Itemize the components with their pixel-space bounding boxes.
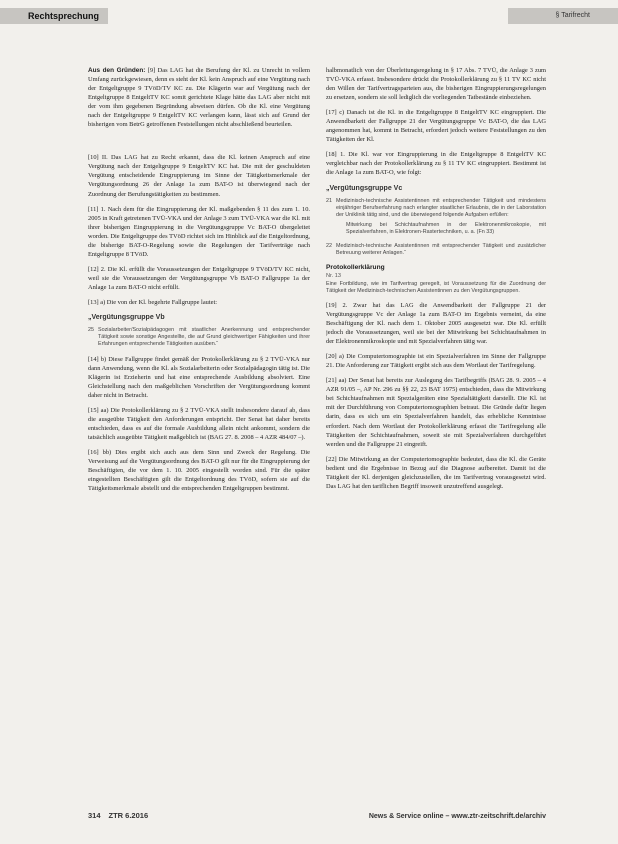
- paragraph-15: [15] aa) Die Protokollerklärung zu § 2 TVÜ-VKA stellt insbesondere darauf ab, dass die ausgeübte Tätigkeit den Anforderungen entspricht. Der Senat hat daher bereits entschieden, dass es auf die formale Ausbildung allein nicht ankommt, sondern die tatsächlich ausgeübte Tätigkeit maßgeblich ist (BAG 27. 8. 2008 – 4 AZR 484/07 –).: [88, 406, 310, 442]
- quoted-group-heading: „Vergütungsgruppe Vb: [88, 314, 165, 322]
- paragraph-text: [9] Das LAG hat die Berufung der Kl. zu Unrecht in vollem Umfang zurückgewiesen, denn es steht der Kl. kein Anspruch auf eine Vergütung nach der Entgeltgruppe 9 TVöD/TV KC zu. Die Klägerin war auf Vergütung nach der Entgeltgruppe 8 EntgeltTV KC somit gerichtete Klage hätte das LAG aber nicht mit der vom ihm gegebenen Begründung abweisen dürfen. Ob die Kl. eine Vergütung nach der Entgeltgruppe 9 EntgeltTV KC verlangen kann, lässt sich auf Grund der bisherigen vom BetrG getroffenen Feststellungen nicht abschließend beurteilen.: [88, 67, 310, 129]
- tariff-quote: [326, 198, 546, 237]
- paragraph-19: [19] 2. Zwar hat das LAG die Anwendbarkeit der Fallgruppe 21 der Vergütungsgruppe Vc der Anlage 1a zum BAT-O im Ergebnis verneint, da eine Beschäftigung der Kl. nach dem 1. Oktober 2005 ausgesetzt war. Die Kl. erfüllt jedoch die Voraussetzungen, weil sie bei der Mitwirkung bei Schichtaufnahmen in der Elektronenmikroskopie und mit Spezialverfahren tätig war.: [326, 301, 546, 346]
- quoted-group-heading: „Vergütungsgruppe Vc: [326, 184, 403, 192]
- page-footer-right: News & Service online – www.ztr-zeitschrift.de/archiv: [368, 813, 546, 820]
- paragraph-9: [88, 66, 310, 129]
- journal-issue: ZTR 6.2016: [108, 811, 149, 820]
- quote-marker: 22: [326, 242, 332, 249]
- right-column: [326, 66, 546, 806]
- tariff-quote: [88, 327, 310, 349]
- tariff-quote: [326, 243, 546, 257]
- left-column: [88, 66, 310, 806]
- paragraph-17: [17] c) Danach ist die Kl. in die Entgeltgruppe 8 EntgeltTV KC eingruppiert. Die Anwendbarkeit der Fallgruppe 21 der Vergütungsgruppe Vc BAT-O, die das LAG angenommen hat, kommt in Betracht, erfordert jedoch weitere Feststellungen zu den Tätigkeiten der Kl.: [326, 109, 546, 144]
- paragraph-16: [16] bb) Dies ergibt sich auch aus dem Sinn und Zweck der Regelung. Die Verweisung auf die Vergütungsordnung des BAT-O gilt nur für die Eingruppierung der Beschäftigten, die vor dem 1. 10. 2005 eingestellt worden sind. Für die später eingestellten Beschäftigten gilt die Entgeltordnung des TVöD, sofern sie auf die Tätigkeitsmerkmale abstellt und die entsprechenden Entgeltgruppen bestimmt.: [88, 449, 310, 493]
- quote-marker: 21: [326, 197, 332, 204]
- quote-subitem: Mitwirkung bei Schichtaufnahmen in der Elektronenmikroskopie, mit Spezialverfahren, in Elektronen-Rastertechniken, u. a. (Fn 33): [346, 222, 546, 236]
- paragraph-13: [13] a) Die von der Kl. begehrte Fallgruppe lautet:: [88, 298, 218, 306]
- page-footer-left: [88, 811, 148, 820]
- quote-text: Sozialarbeiter/Sozialpädagogen mit staatlicher Anerkennung und entsprechender Tätigkeit sowie sonstige Angestellte, die auf Grund gleichwertiger Fähigkeiten und ihrer Erfahrungen entsprechende Tätigkeiten ausüben.“: [98, 327, 310, 348]
- paragraph-cont: halbmonatlich von der Überleitungsregelung in § 17 Abs. 7 TVÜ, die Anlage 3 zum TVÜ-VKA erfasst. Insbesondere drückt die Protokollerklärung zu § 11 TV KC nicht den Willen der Tarifvertragsparteien aus, die bisherigen Eingruppierungsregelungen zu ersetzen, sondern sie soll lediglich die vorliegenden Tatbestände einbeziehen.: [326, 67, 546, 102]
- quote-text: Medizinisch-technische Assistentinnen mit entsprechender Tätigkeit und mindestens einjähriger Berufserfahrung nach erlangter staatlicher Erlaubnis, die in der Laborstation der Uniklinik tätig sind, und die überwiegend folgende Aufgaben erfüllen:: [336, 197, 546, 218]
- section-header: Rechtsprechung: [0, 8, 108, 24]
- spacer: [88, 135, 310, 153]
- protocol-text: Eine Fortbildung, wie im Tarifvertrag geregelt, ist Voraussetzung für die Zuordnung der Tätigkeit der Medizinisch-technischen Assistentinnen zu den Vergütungsgruppen.: [326, 280, 546, 294]
- protocol-heading: Protokollerklärung: [326, 263, 385, 271]
- paragraph-21: [21] aa) Der Senat hat bereits zur Auslegung des Tarifbegriffs (BAG 28. 9. 2005 – 4 AZR 91/05 –, AP Nr. 296 zu §§ 22, 23 BAT 1975) entschieden, dass die Mitwirkung bei Schichtaufnahmen mit Spezialgeräten eine Spezialtätigkeit darstellt. Die Kl. ist mit der Durchführung von Computertomographien betraut. Die Gründe dafür liegen darin, dass es sich um ein Spezialverfahren handelt, das erhebliche Kenntnisse erfordert. Nach dem Wortlaut der Protokollerklärung erfasst die Tarifregelung alle Tätigkeiten der Schichtaufnahmen, soweit sie mit Spezialverfahren durchgeführt werden und die Fallgruppe 21 eingreift.: [326, 377, 546, 448]
- paragraph-12: [12] 2. Die Kl. erfüllt die Voraussetzungen der Entgeltgruppe 9 TVöD/TV KC nicht, weil sie die Voraussetzungen der Vergütungsgruppe Vb BAT-O Fallgruppe 1a der Anlage 1a zum BAT-O nicht erfüllt.: [88, 265, 310, 291]
- paragraph-11: [11] 1. Nach dem für die Eingruppierung der Kl. maßgebenden § 11 des zum 1. 10. 2005 in Kraft getretenen TVÜ-VKA und der Anlage 3 zum TVÜ-VKA war die Kl. mit ihrer bisherigen Eingruppierung in die Vergütungsgruppe Vc BAT-O übergeleitet worden. Die Entgeltgruppe des TVöD richtet sich im Hinblick auf die Entgeltordnung, die bisherige BAT-O-Regelung sowie die Regelungen der Tarifverträge nach Entgeltgruppe 8 TVöD.: [88, 205, 310, 258]
- page-number: 314: [88, 811, 101, 820]
- category-header: § Tarifrecht: [508, 8, 618, 24]
- paragraph-22: [22] Die Mitwirkung an der Computertomographie bedeutet, dass die Kl. die Geräte bedient und die Ergebnisse in Bezug auf die Diagnose aufbereitet. Damit ist die Tätigkeit der Kl. derjenigen gleichzustellen, die im Tarifvertrag vorausgesetzt wird. Das LAG hat den tariflichen Begriff insoweit unzutreffend ausgelegt.: [326, 455, 546, 490]
- quote-marker: 25: [88, 327, 94, 334]
- paragraph-18: [18] 1. Die Kl. war vor Eingruppierung in die Entgeltgruppe 8 EntgeltTV KC vergleichbar nach der Protokollerklärung zu § 11 TV KC eingruppiert. Bestimmt ist die Anlage 1a zum BAT-O, wie folgt:: [326, 151, 546, 177]
- lead-heading: Aus den Gründen:: [88, 67, 146, 74]
- protocol-number: Nr. 13: [326, 272, 341, 279]
- paragraph-10: [10] II. Das LAG hat zu Recht erkannt, dass die Kl. keinen Anspruch auf eine Vergütung nach der Entgeltgruppe 9 EntgeltTV KC hat. Die mit der geschuldeten Vergütung entscheidende Eingruppierung im Sinne der Tätigkeitsmerkmale der Vergütungsordnung 26 der Anlage 1a zum BAT-O ist überwiegend nach der Zuordnung der Berufungstätigkeiten zu bestimmen.: [88, 154, 310, 198]
- quote-text: Medizinisch-technische Assistentinnen mit entsprechender Tätigkeit und zusätzlicher Betreuung weiterer Anlagen.“: [336, 242, 546, 256]
- paragraph-14: [14] b) Diese Fallgruppe findet gemäß der Protokollerklärung zu § 2 TVÜ-VKA nur dann Anwendung, wenn die Kl. als Sozialarbeiterin oder Sozialpädagogin tätig ist. Die Klägerin ist Erzieherin und hat eine entsprechende Ausbildung absolviert. Eine Gleichstellung nach den maßgeblichen Vorschriften der Vergütungsordnung kommt daher nicht in Betracht.: [88, 355, 310, 399]
- paragraph-20: [20] a) Die Computertomographie ist ein Spezialverfahren im Sinne der Fallgruppe 21. Die Anforderung zur Tätigkeit ergibt sich aus dem Wortlaut der Tarifregelung.: [326, 353, 546, 370]
